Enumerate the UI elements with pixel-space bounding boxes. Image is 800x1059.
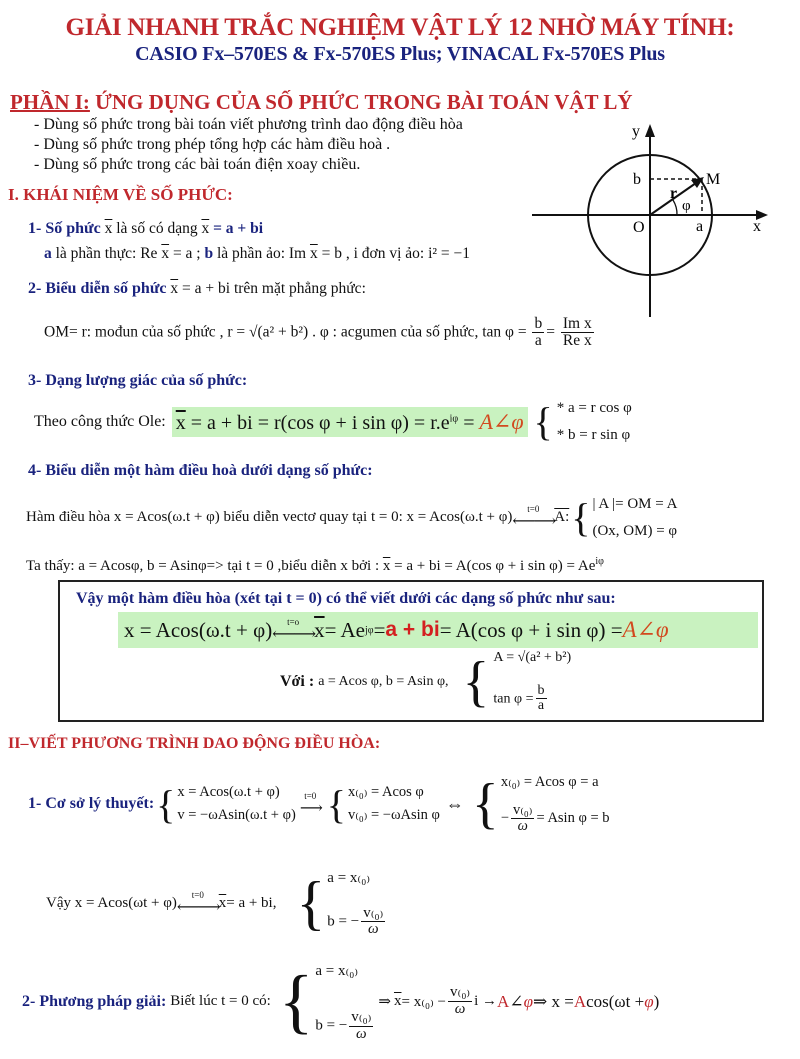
frac-num: v₍₀₎ (450, 984, 471, 1001)
system-row: − $\frac{\text{v₍₀₎}}{\omega}$ = Asin φ = b (500, 801, 610, 834)
euler-eq: = (458, 411, 480, 434)
arrow-label: t=0 (527, 504, 540, 514)
item1-text: là số có dạng (116, 220, 198, 237)
double-arrow-icon: ⟵⟶ (272, 625, 315, 643)
brace-icon: { (533, 399, 553, 444)
theory-line (28, 772, 610, 836)
conclusion-rhs: = a + bi, (226, 894, 277, 911)
x-bar: $\overline{x}$ (393, 993, 402, 1009)
final-end: ) (653, 991, 660, 1011)
item2-formula: = a + bi (178, 280, 231, 297)
right-arrow-icon: ⟶ (299, 799, 321, 817)
section-heading-2: II–VIẾT PHƯƠNG TRÌNH DAO ĐỘNG ĐIỀU HÒA: (8, 735, 381, 752)
vector-system (592, 496, 677, 540)
item1-label: 1- Số phức (28, 220, 101, 237)
summary-rhs: = A(cos φ + i sin φ) = (439, 617, 623, 642)
system-row: (Ox, OM) = φ (592, 522, 678, 539)
fraction (361, 906, 385, 939)
brace-icon: { (278, 961, 314, 1041)
system-row: A = √(a² + b²) (493, 650, 572, 665)
right-arrow (300, 792, 321, 817)
system-rest: = Asin φ = b (536, 809, 610, 826)
amplitude-system (493, 650, 571, 714)
system-row: x₍₀₎ = Acos φ = a (500, 774, 599, 790)
x-bar: $\overline{x}$ (170, 280, 179, 297)
fraction (448, 985, 472, 1018)
summary-with-line (280, 650, 571, 714)
system-row (493, 684, 571, 714)
system-row: * a = r cos φ (556, 399, 632, 416)
brace-icon: { (326, 781, 346, 827)
initial-system (348, 784, 440, 824)
a-bold: a (44, 245, 52, 262)
item4-label: 4- Biểu diễn một hàm điều hoà dưới dạng số phức: (28, 462, 373, 479)
brace-icon: { (471, 773, 499, 835)
item4-line2 (26, 556, 604, 575)
with-text: a = Acos φ, b = Asin φ, (318, 674, 449, 689)
summary-lhs: x = Acos(ω.t + φ) (124, 617, 273, 642)
x-bar: $\overline{x}$ (161, 245, 170, 262)
item4-sup: iφ (595, 556, 604, 567)
summary-sup: jφ (365, 624, 374, 636)
bullet-item: - Dùng số phức trong phép tổng hợp các hàm điều hoà . (34, 136, 391, 153)
double-arrow-icon: ⟵⟶ (176, 898, 219, 916)
frac-num: v₍₀₎ (351, 1009, 372, 1025)
item4-text2: Ta thấy: a = Acosφ, b = Asinφ=> tại t = 0 ,biểu diễn x bởi : (26, 558, 380, 574)
phi-label: φ (682, 198, 691, 214)
frac-num: b (534, 315, 543, 332)
final-a: A (573, 991, 587, 1011)
real-eq: = a ; (169, 245, 205, 262)
fraction (349, 1010, 373, 1043)
system-row: b = − $\frac{\text{v₍₀₎}}{\omega}$ (315, 1009, 372, 1042)
fraction-im-over-re (561, 316, 594, 350)
summary-mid: = Ae (324, 617, 365, 642)
x-bar: $\overline{x}$ (201, 220, 210, 237)
item3-euler-line (34, 398, 632, 445)
frac-num: b (537, 682, 545, 698)
x-bar: $\overline{x}$ (314, 617, 325, 642)
frac-num: Im x (562, 315, 592, 332)
system-row: * b = r sin φ (556, 426, 631, 443)
angle-icon: ∠ (509, 991, 524, 1011)
frac-den: ω (367, 921, 379, 938)
x-eq: = x₍₀₎ − (401, 994, 447, 1010)
part-title: ỨNG DỤNG CỦA SỐ PHỨC TRONG BÀI TOÁN VẬT LÝ (89, 90, 633, 114)
real-part-text: là phần thực: Re (51, 245, 158, 262)
complex-plane-diagram (520, 112, 800, 322)
arrow-label: t=0 (191, 889, 204, 900)
tan-prefix: tan φ = (493, 691, 534, 707)
x-bar: $\overline{x}$ (309, 245, 318, 262)
implies-x: ⇒ x = (532, 991, 574, 1011)
theory-label: 1- Cơ sở lý thuyết: (28, 795, 155, 812)
b-bold: b (204, 245, 214, 262)
x-bar: $\overline{x}$ (218, 894, 227, 911)
section-heading: I. KHÁI NIỆM VỀ SỐ PHỨC: (8, 185, 233, 204)
frac-den: ω (454, 1001, 466, 1017)
brace-icon: { (296, 869, 326, 936)
x-bar: $\overline{x}$ (382, 558, 391, 574)
brace-icon: { (462, 651, 490, 713)
i-arrow: i → (474, 993, 498, 1009)
system-row: x₍₀₎ = Acos φ (347, 784, 424, 800)
fraction (511, 803, 534, 834)
double-arrow-icon: ⟵⟶ (512, 513, 555, 530)
system-row: v₍₀₎ = −ωAsin φ (347, 807, 440, 823)
origin-label: O (633, 219, 645, 236)
item1-formula: = a + bi (209, 220, 264, 237)
item4-formula2: = a + bi = A(cos φ + i sin φ) = Ae (390, 558, 596, 574)
conclusion-prefix: Vậy x = Acos(ωt + φ) (46, 894, 177, 911)
item2-line1 (28, 280, 366, 298)
item3-label: 3- Dạng lượng giác của số phức: (28, 372, 248, 389)
angle-phi: φ (523, 991, 533, 1011)
vector-a: A: (554, 509, 570, 525)
system-row: a = x₍₀₎ (327, 870, 371, 886)
angle-a: A (497, 991, 510, 1011)
frac-num: v₍₀₎ (363, 904, 384, 921)
item1-line2 (44, 245, 470, 263)
method-system (315, 961, 375, 1043)
part-label: PHẦN I: (10, 90, 90, 114)
x-bar: $\overline{x}$ (104, 220, 113, 237)
a-label: a (696, 218, 704, 235)
item4-line1 (26, 494, 677, 541)
modulus-text: OM= r: mođun của số phức , r = √(a² + b²) . φ : acgumen của số phức, tan φ = (44, 323, 527, 341)
system-row: b = − $\frac{\text{v₍₀₎}}{\omega}$ (327, 904, 384, 938)
a-plus-bi: a + bi (385, 618, 440, 641)
point-m-label: M (706, 171, 721, 188)
system-row: v = −ωAsin(ω.t + φ) (177, 807, 296, 823)
euler-system (557, 400, 632, 444)
final-phi: φ (644, 991, 654, 1011)
item1-line1 (28, 220, 263, 238)
summary-heading: Vậy một hàm điều hòa (xét tại t = 0) có thể viết dưới các dạng số phức như sau: (76, 590, 616, 607)
ab-system (501, 774, 610, 834)
page-title: GIẢI NHANH TRẮC NGHIỆM VẬT LÝ 12 NHỜ MÁY TÍNH: (65, 14, 735, 41)
double-arrow (272, 618, 314, 643)
equiv-icon: ⇔ (445, 793, 464, 814)
frac-den: ω (517, 817, 528, 834)
r-label: r (670, 185, 678, 202)
ab-conclusion-system (327, 868, 387, 938)
x-bar: $\overline{x}$ (175, 411, 186, 434)
frac-num: v₍₀₎ (513, 801, 533, 818)
euler-sup: iφ (449, 412, 459, 424)
item2-label: 2- Biểu diễn số phức (28, 280, 167, 297)
summary-formula-highlight (118, 612, 758, 648)
fraction (536, 684, 547, 714)
bullet-item: - Dùng số phức trong bài toán viết phương trình dao động điều hòa (34, 116, 463, 133)
frac-den: a (537, 698, 545, 714)
implies-icon: ⇒ (378, 994, 391, 1010)
euler-formula-highlight (172, 407, 528, 437)
item2-modulus-line: OM= r: mođun của số phức , r = √(a² + b²) . φ : acgumen của số phức, tan φ = $\frac{b}{a}$ = $\frac{\text{Im x}}{\text{Re x}}$ (44, 315, 592, 350)
frac-den: a (534, 332, 542, 350)
y-label: y (632, 123, 640, 140)
phi-angle-arc (673, 200, 677, 215)
angle-notation: A∠φ (479, 408, 524, 434)
fraction-b-over-a (532, 316, 544, 350)
double-arrow (177, 891, 219, 916)
imag-eq: = b , i đơn vị ảo: i² = −1 (317, 245, 471, 262)
system-row: x = Acos(ω.t + φ) (177, 784, 280, 800)
bullet-item: - Dùng số phức trong các bài toán điện xoay chiều. (34, 156, 361, 173)
frac-den: Re x (562, 332, 592, 350)
y-axis-arrow-icon (645, 124, 655, 137)
double-arrow (512, 505, 554, 530)
imag-part-text: là phần ảo: Im (213, 245, 307, 262)
angle-notation: A∠φ (622, 617, 669, 642)
method-label: 2- Phương pháp giải: (22, 992, 167, 1010)
system-row: | A |= OM = A (592, 495, 678, 512)
brace-icon: { (571, 495, 591, 540)
frac-den: ω (356, 1025, 367, 1042)
x-label: x (753, 218, 761, 235)
system-row: a = x₍₀₎ (315, 962, 359, 979)
summary-eq: = (373, 617, 386, 642)
euler-formula: = a + bi = r(cos φ + i sin φ) = r.e (185, 411, 450, 434)
conclusion-line (46, 868, 387, 938)
final-mid: cos(ωt + (586, 991, 645, 1011)
with-label: Với : (280, 673, 315, 690)
method-line (22, 960, 659, 1043)
arrow-label: t=0 (304, 790, 317, 801)
b-label: b (633, 171, 641, 188)
method-text: Biết lúc t = 0 có: (170, 993, 271, 1009)
page-subtitle: CASIO Fx–570ES & Fx-570ES Plus; VINACAL Fx-570ES Plus (135, 43, 665, 65)
oscillation-system (177, 784, 295, 824)
item2-text: trên mặt phẳng phức: (233, 280, 366, 297)
euler-prefix: Theo công thức Ole: (34, 412, 166, 430)
brace-icon: { (156, 781, 176, 827)
item4-text: Hàm điều hòa x = Acos(ω.t + φ) biểu diễn vectơ quay tại t = 0: x = Acos(ω.t + φ) (26, 509, 513, 525)
arrow-label: t=o (287, 616, 300, 627)
